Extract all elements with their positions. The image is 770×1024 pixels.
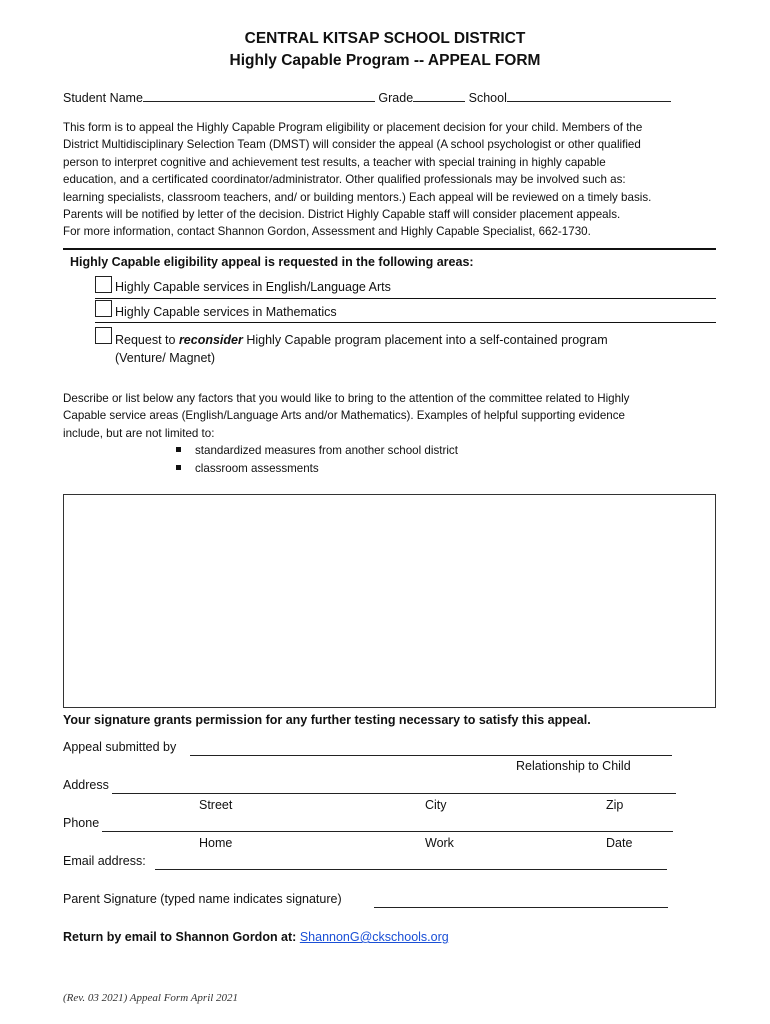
grade-field[interactable] xyxy=(413,88,465,102)
intro-line: education, and a certificated coordinator/administrator. Other qualified professionals may be involved such as: xyxy=(63,173,626,187)
section-divider xyxy=(63,248,716,250)
district-title: CENTRAL KITSAP SCHOOL DISTRICT xyxy=(244,30,526,47)
reconsider-option-line2: (Venture/ Magnet) xyxy=(115,351,216,365)
date-label: Date xyxy=(606,836,633,850)
ela-option-label: Highly Capable services in English/Language Arts xyxy=(115,280,391,294)
phone-field[interactable] xyxy=(102,831,673,832)
student-row xyxy=(63,88,671,108)
return-email-link[interactable]: ShannonG@ckschools.org xyxy=(299,930,449,944)
address-label: Address xyxy=(63,778,109,792)
reconsider-emphasis: reconsider xyxy=(178,333,243,347)
reconsider-pre: Request to xyxy=(115,333,179,347)
permission-statement: Your signature grants permission for any further testing necessary to satisfy this appeal. xyxy=(63,713,591,727)
bullet-item xyxy=(176,460,319,478)
revision-footer: (Rev. 03 2021) Appeal Form April 2021 xyxy=(63,992,239,1004)
intro-line: Parents will be notified by letter of the decision. District Highly Capable staff will consider placement appeals. xyxy=(63,208,621,222)
math-option-label: Highly Capable services in Mathematics xyxy=(115,305,337,319)
option-divider xyxy=(95,298,716,299)
reconsider-option-label xyxy=(115,331,608,349)
appeal-areas-heading: Highly Capable eligibility appeal is requested in the following areas: xyxy=(70,255,474,269)
school-field[interactable] xyxy=(507,88,671,102)
return-row xyxy=(63,929,449,947)
return-label: Return by email to Shannon Gordon at: xyxy=(63,930,297,944)
describe-line: Capable service areas (English/Language Arts and/or Mathematics). Examples of helpful supporting evidence xyxy=(63,409,625,423)
math-checkbox[interactable] xyxy=(95,300,112,317)
parent-signature-field[interactable] xyxy=(374,907,668,908)
ela-checkbox[interactable] xyxy=(95,276,112,293)
bullet-item xyxy=(176,442,458,460)
student-name-field[interactable] xyxy=(143,88,375,102)
email-label: Email address: xyxy=(63,854,146,868)
intro-line: learning specialists, classroom teachers, and/ or building mentors.) Each appeal will be reviewed on a timely basis. xyxy=(63,190,652,204)
bullet-text: standardized measures from another school district xyxy=(195,444,458,457)
submitted-by-label: Appeal submitted by xyxy=(63,740,177,754)
work-label: Work xyxy=(425,836,454,850)
intro-line: District Multidisciplinary Selection Team (DMST) will consider the appeal (A school psychologist or other qualified xyxy=(63,138,641,152)
zip-label: Zip xyxy=(606,798,624,812)
intro-line: This form is to appeal the Highly Capable Program eligibility or placement decision for your child. Members of the xyxy=(63,121,643,134)
city-label: City xyxy=(425,798,447,812)
street-label: Street xyxy=(199,798,233,812)
school-label: School xyxy=(468,91,507,105)
reconsider-checkbox[interactable] xyxy=(95,327,112,344)
submitted-by-field[interactable] xyxy=(190,755,672,756)
relationship-label: Relationship to Child xyxy=(516,759,631,773)
describe-paragraph xyxy=(63,390,723,442)
grade-label: Grade xyxy=(378,91,414,105)
square-bullet-icon xyxy=(176,447,181,452)
parent-signature-label: Parent Signature (typed name indicates signature) xyxy=(63,892,342,906)
describe-line: include, but are not limited to: xyxy=(63,426,215,440)
option-divider xyxy=(95,322,716,323)
describe-line: Describe or list below any factors that you would like to bring to the attention of the committee related to Highly xyxy=(63,392,630,405)
factors-textbox[interactable] xyxy=(63,494,716,708)
phone-label: Phone xyxy=(63,816,100,830)
square-bullet-icon xyxy=(176,465,181,470)
intro-line: person to interpret cognitive and achievement test results, a teacher with special training in highly capable xyxy=(63,155,606,169)
home-label: Home xyxy=(199,836,233,850)
email-field[interactable] xyxy=(155,869,667,870)
reconsider-post: Highly Capable program placement into a self-contained program xyxy=(242,333,608,347)
address-field[interactable] xyxy=(112,793,676,794)
bullet-text: classroom assessments xyxy=(195,462,319,475)
intro-line: For more information, contact Shannon Gordon, Assessment and Highly Capable Specialist, 662-1730. xyxy=(63,225,591,239)
form-title: Highly Capable Program -- APPEAL FORM xyxy=(229,52,541,69)
intro-paragraph xyxy=(63,119,723,241)
student-name-label: Student Name xyxy=(63,91,143,105)
